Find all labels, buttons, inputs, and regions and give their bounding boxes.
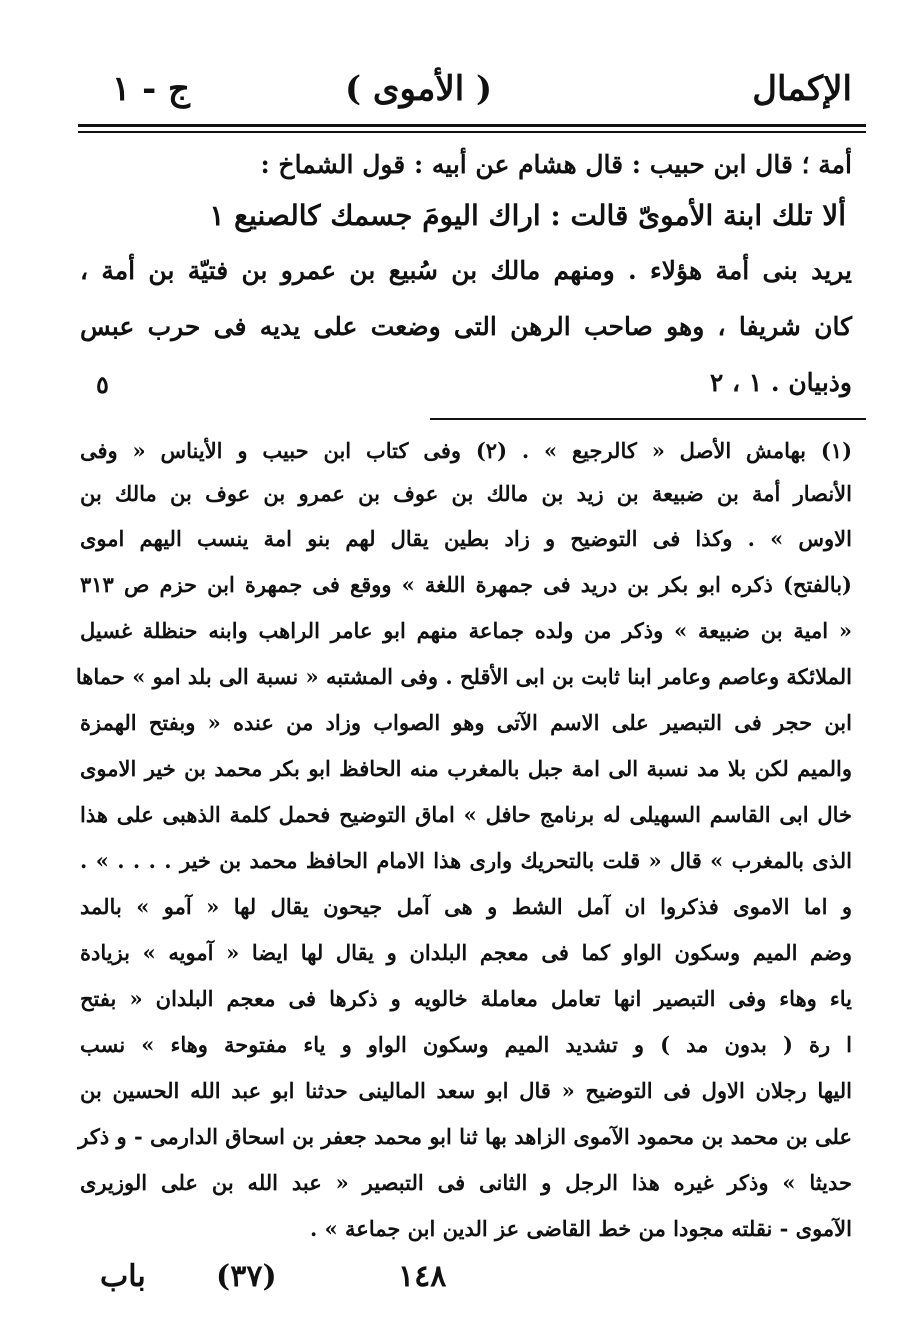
footnote-line: ابن حجر فى التبصير على الاسم الآتى وهو الصواب وزاد من عنده « وبفتح الهمزة [80, 710, 852, 735]
footnote-line: « امية بن ضبيعة » وذكر من ولده جماعة منهم ابو عامر الراهب وابنه حنظلة غسيل [80, 618, 852, 643]
footnote-line: الذى بالمغرب » قال « قلت بالتحريك وارى هذا الامام الحافظ محمد بن خير . . . . » . [80, 848, 852, 873]
footnote-separator [430, 418, 866, 420]
header-book-title: الإكمال [752, 69, 852, 109]
main-text-line: يريد بنى أمة هؤلاء . ومنهم مالك بن سُبيع بن عمرو بن فتيّة بن أمة ، [80, 256, 852, 285]
footnote-line: (بالفتح) ذكره ابو بكر بن دريد فى جمهرة اللغة » ووقع فى جمهرة ابن حزم ص ٣١٣ [80, 572, 852, 597]
footnote-line: والميم لكن بلا مد نسبة الى امة جبل بالمغرب منه الحافظ ابو بكر محمد بن خير الاموى [80, 756, 852, 781]
line-number: ٥ [96, 370, 109, 399]
footnote-line: خال ابى القاسم السهيلى له برنامج حافل » اماق التوضيح فحمل كلمة الذهبى على هذا [80, 802, 852, 827]
main-text-line: وذبيان . ١ ، ٢ [709, 368, 852, 397]
footnote-line: و اما الاموى فذكروا ان آمل الشط و هى آمل جيحون يقال لها « آمو » بالمد [80, 894, 852, 919]
header-rule-top [78, 124, 866, 127]
header-rule-bottom [78, 131, 866, 133]
page-number: ١٤٨ [398, 1259, 447, 1294]
header-section-title: ( الأموى ) [345, 69, 493, 109]
footnote-line: الآموى - نقلته مجودا من خط القاضى عز الدين ابن جماعة » . [309, 1216, 852, 1241]
footer-signature: (٣٧) [216, 1259, 277, 1294]
footnote-line: ياء وهاء وفى التبصير انها تعامل معاملة خالويه و ذكرها فى معجم البلدان « بفتح [80, 986, 852, 1011]
footnote-line: الاوس » . وكذا فى التوضيح و زاد بطين يقال لهم بنو امة ينسب اليهم اموى [80, 526, 852, 551]
footnote-line: حديثا » وذكر غيره هذا الرجل و الثانى فى التبصير « عبد الله بن على الوزيرى [80, 1170, 852, 1195]
header-volume: ج - ١ [112, 69, 190, 109]
footnote-line: (١) بهامش الأصل « كالرجيع » . (٢) وفى كتاب ابن حبيب و الأيناس « وفى [80, 438, 853, 463]
footer-catchword: باب [100, 1259, 146, 1294]
footnote-line: ا رة ( بدون مد ) و تشديد الميم وسكون الواو و ياء مفتوحة وهاء » نسب [80, 1032, 852, 1057]
footnote-line: اليها رجلان الاول فى التوضيح « قال ابو سعد المالينى حدثنا ابو عبد الله الحسين بن [80, 1078, 852, 1103]
main-text-line: كان شريفا ، وهو صاحب الرهن التى وضعت على يديه فى حرب عبس [80, 312, 852, 341]
footnote-line: الملائكة وعاصم وعامر ابنا ثابت بن ابى الأقلح . وفى المشتبه « نسبة الى بلد امو » حماها [75, 664, 852, 689]
main-text-line: أمة ؛ قال ابن حبيب : قال هشام عن أبيه : قول الشماخ : [260, 150, 852, 179]
footnote-line: الأنصار أمة بن ضبيعة بن زيد بن مالك بن عوف بن عمرو بن عوف بن مالك بن [80, 481, 852, 506]
footnote-line: على بن محمد بن محمود الآموى الزاهد بها ثنا ابو محمد جعفر بن اسحاق الدارمى - و ذكر [78, 1124, 852, 1149]
footnote-line: وضم الميم وسكون الواو كما فى معجم البلدان و يقال لها ايضا « آمويه » بزيادة [80, 940, 852, 965]
verse-line: ألا تلك ابنة الأموىّ قالت : اراك اليومَ جسمك كالصنيع ١ [209, 199, 846, 232]
